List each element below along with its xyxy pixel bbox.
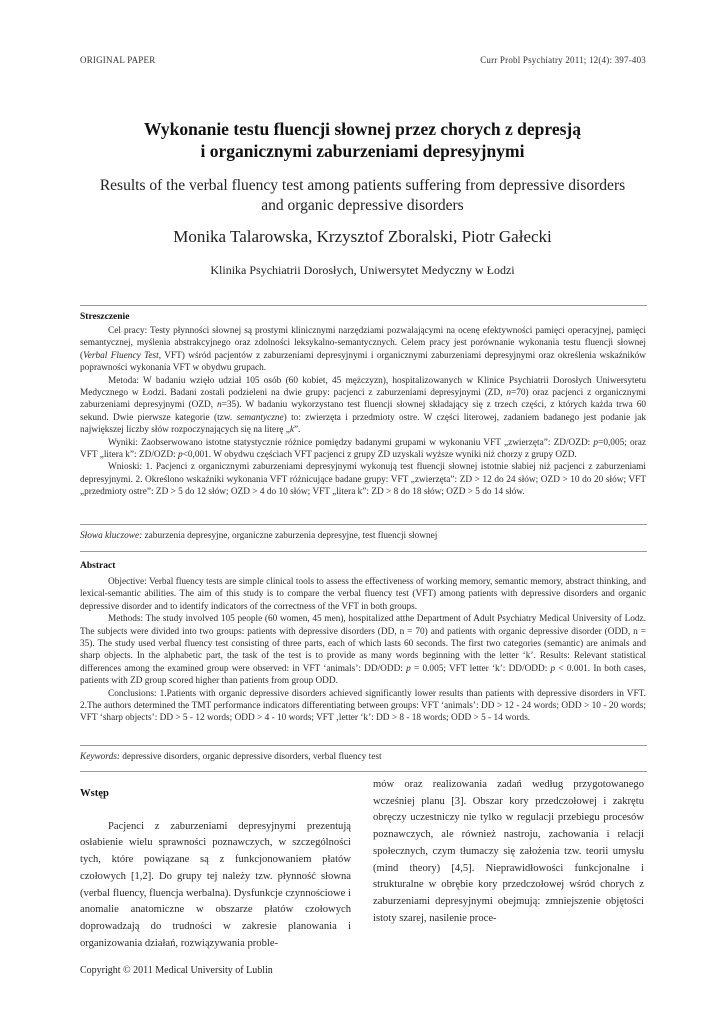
journal-section-label: ORIGINAL PAPER [80, 55, 156, 65]
keywords-polish-text: zaburzenia depresyjne, organiczne zaburzenia depresyjne, test fluencji słownej [142, 531, 438, 541]
abstract-objective: Objective: Verbal fluency tests are simple clinical tools to assess the effectiveness of working memory, semantic memory, abstract thinking, and lexical-semantic abilities. The aim of this study is to compare the verbal fluency test (VFT) among patients with depressive disorders and organic depressive disorder and to identify indicators of the correctness of the VFT in both groups. [80, 577, 646, 612]
streszczenie-objective: Cel pracy: Testy płynności słownej są prostymi klinicznymi narzędziami pozwalającymi na ocenę efektywności pamięci operacyjnej, pamięci semantycznej, myślenia abstrakcyjnego oraz zdolności leksykalno-semantycznych. Celem pracy jest porównanie wykonania testu fluencji słownej (Verbal Fluency Test, VFT) wśród pacjentów z zaburzeniami depresyjnymi i organicznymi zaburzeniami depresyjnymi oraz określenia wskaźników poprawności wykonania VFT w obydwu grupach. [80, 326, 646, 374]
affiliation: Klinika Psychiatrii Dorosłych, Uniwersytet Medyczny w Łodzi [210, 263, 515, 277]
title-english [60, 176, 665, 216]
body-paragraph-right: mów oraz realizowania zadań według przygotowanego wcześniej planu [3]. Obszar kory przedczołowej i zakrętu obręczy uczestniczy nie tylko w regulacji przebiegu procesów poznawczych, ale również nastroju, zachowania i relacji społecznych, czym tłumaczy się założenia tzw. teorii umysłu (mind theory) [4,5]. Nieprawidłowości funkcjonalne i strukturalne w obrębie kory przedczołowej wśród chorych z zaburzeniami depresyjnymi obejmują: zmniejszenie objętości istoty szarej, nasilenie proce- [373, 779, 644, 924]
body-column-left [80, 776, 351, 952]
divider-body [80, 771, 647, 772]
title-polish [60, 118, 665, 162]
keywords-polish [80, 530, 646, 542]
divider-top [80, 305, 647, 306]
citation-header: Curr Probl Psychiatry 2011; 12(4): 397-403 [480, 55, 646, 65]
streszczenie-body [80, 325, 646, 499]
body-paragraph-left: Pacjenci z zaburzeniami depresyjnymi prezentują osłabienie wielu sprawności poznawczych, w szczególności tych, które powiązane są z funkcjonowaniem płatów czołowych [1,2]. Do grupy tej należy tzw. płynność słowna (verbal fluency, fluencja werbalna). Dysfunkcje czynnościowe i anomalie anatomiczne w obszarze płatów czołowych doprowadzają do trudności w zakresie planowania i organizowania działań, rozwiązywania proble- [80, 820, 351, 949]
title-polish-line-1: Wykonanie testu fluencji słownej przez chorych z depresją [144, 119, 581, 139]
authors: Monika Talarowska, Krzysztof Zboralski, Piotr Gałecki [173, 227, 552, 246]
title-english-line-1: Results of the verbal fluency test among patients suffering from depressive disorders [99, 177, 626, 194]
keywords-english-text: depressive disorders, organic depressive disorders, verbal fluency test [119, 752, 382, 762]
title-english-line-2: and organic depressive disorders [261, 197, 464, 214]
abstract-methods: Methods: The study involved 105 people (60 women, 45 men), hospitalized atthe Department of Adult Psychiatry Medical University of Lodz. The subjects were divided into two groups: patients with depressive disorders (DD, n = 70) and patients with organic depressive disorder (ODD, n = 35). The study used verbal fluency test consisting of three parts, each of which lasts 60 seconds. The first two categories (semantic) are animals and sharp objects. In the alphabetic part, the task of the test is to provide as many words beginning with the letter ‘k’. Results: Relevant statistical differences among the examined group were observed: in VFT ‘animals’: DD/ODD: p = 0.005; VFT letter ‘k’: DD/ODD: p < 0.001. In both cases, patients with ZD group scored higher than patients from group ODD. [80, 614, 646, 687]
streszczenie-methods: Metoda: W badaniu wzięło udział 105 osób (60 kobiet, 45 mężczyzn), hospitalizowanych w Klinice Psychiatrii Dorosłych Uniwersytetu Medycznego w Łodzi. Badani zostali podzieleni na dwie grupy: pacjenci z zaburzeniami depresyjnymi (ZD, n=70) oraz pacjenci z organicznymi zaburzeniami depresyjnymi (OZD, n=35). W badaniu wykorzystano test fluencji słownej składający się z trzech części, z których każda trwa 60 sekund. Dwie pierwsze kategorie (tzw. semantyczne) to: zwierzęta i przedmioty ostre. W części literowej, zadaniem badanego jest podanie jak największej liczby słów rozpoczynających się na literę „k”. [80, 375, 646, 436]
divider-keywords-pl [80, 524, 647, 525]
keywords-english [80, 751, 646, 763]
abstract-heading: Abstract [80, 561, 116, 571]
divider-abstract [80, 551, 647, 552]
abstract-conclusions: Conclusions: 1.Patients with organic depressive disorders achieved significantly lower results than patients with depressive disorders in VFT. 2.The authors determined the TMT performance indicators differentiating between groups: VFT ‘animals’: DD > 12 - 24 words; ODD > 10 - 20 words; VFT ‘sharp objects’: DD > 5 - 12 words; ODD > 4 - 10 words; VFT ‚letter ‘k’: DD > 8 - 18 words; ODD > 5 - 14 words. [80, 688, 646, 724]
abstract-body [80, 576, 646, 725]
title-polish-line-2: i organicznymi zaburzeniami depresyjnymi [200, 141, 525, 161]
body-column-right [373, 777, 644, 927]
streszczenie-conclusions: Wnioski: 1. Pacjenci z organicznymi zaburzeniami depresyjnymi wykonują test fluencji słownej istotnie słabiej niż pacjenci z zaburzeniami depresyjnymi. 2. Określono wskaźniki wykonania VFT różnicujące badane grupy: VFT „zwierzęta”: ZD > 12 do 24 słów; OZD > 10 do 20 słów; VFT „przedmioty ostre”: ZD > 5 do 12 słów; OZD > 4 do 10 słów; VFT „litera k”: ZD > 8 do 18 słów; OZD > 5 do 14 słów. [80, 462, 646, 498]
streszczenie-results: Wyniki: Zaobserwowano istotne statystycznie różnice pomiędzy badanymi grupami w wykonaniu VFT „zwierzęta”: ZD/OZD: p=0,005; oraz VFT „litera k”: ZD/OZD: p<0,001. W obydwu częściach VFT pacjenci z grupy ZD uzyskali wyższe wyniki niż chorzy z grupy OZD. [80, 437, 646, 461]
divider-keywords-en [80, 745, 647, 746]
streszczenie-heading: Streszczenie [80, 312, 130, 322]
section-heading-wstep: Wstęp [80, 788, 109, 799]
keywords-english-label: Keywords: [80, 752, 120, 762]
keywords-polish-label: Słowa kluczowe: [80, 531, 143, 541]
copyright-footer: Copyright © 2011 Medical University of Lublin [80, 965, 273, 976]
